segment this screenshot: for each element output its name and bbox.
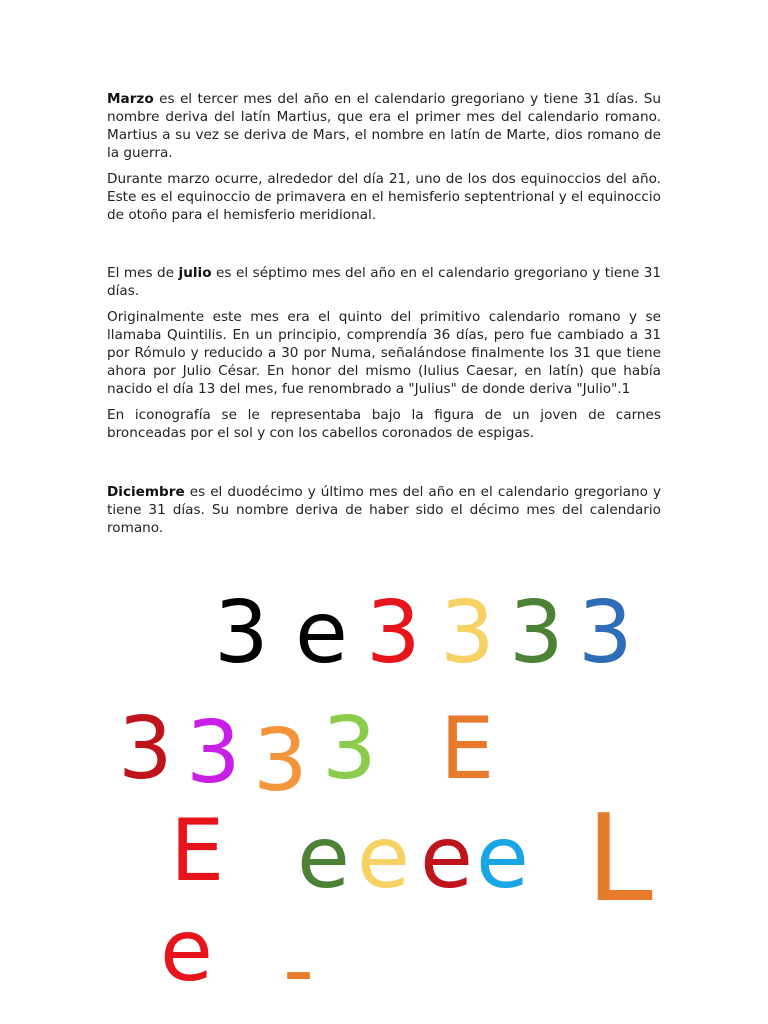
glyph-2-1: 3 bbox=[118, 699, 173, 799]
marzo-text-1: es el tercer mes del año en el calendario gregoriano y tiene 31 días. Su nombre deriva del latín Martius, que era el primer mes del calendario romano. Martius a su vez se deriva de Mars, el nombre en latín de Marte, dios romano de la guerra. bbox=[107, 91, 661, 161]
diciembre-section bbox=[107, 483, 661, 545]
glyph-3-1: E bbox=[170, 801, 225, 901]
julio-text-pre: El mes de bbox=[107, 265, 179, 281]
glyph-1-3: 3 bbox=[366, 583, 421, 683]
glyph-4-1-clip bbox=[160, 901, 226, 1001]
glyph-3-4: e bbox=[420, 808, 473, 908]
glyph-1-5: 3 bbox=[509, 583, 564, 683]
glyph-3-4-clip bbox=[420, 808, 473, 908]
glyph-3-1-clip bbox=[170, 801, 226, 901]
diciembre-bold-term: Diciembre bbox=[107, 484, 185, 500]
julio-paragraph-2: Originalmente este mes era el quinto del primitivo calendario romano y se llamaba Quintilis. En un principio, comprendía 36 días, pero fue cambiado a 31 por Rómulo y reducido a 30 por Numa, señalándose finalmente los 31 que tiene ahora por Julio César. En honor del mismo (Iulius Caesar, en latín) que había nacido el día 13 del mes, fue renombrado a "Julius" de donde deriva "Julio".1 bbox=[107, 309, 661, 397]
glyph-3-2: e bbox=[297, 808, 350, 908]
marzo-paragraph-1 bbox=[107, 90, 661, 162]
diciembre-paragraph-1 bbox=[107, 483, 661, 537]
glyph-3-5-clip bbox=[476, 808, 529, 908]
glyph-3-3-clip bbox=[357, 808, 410, 908]
marzo-paragraph-2: Durante marzo ocurre, alrededor del día 21, uno de los dos equinoccios del año. Este es el equinoccio de primavera en el hemisferio septentrional y el equinoccio de otoño para el hemisferio meridional. bbox=[107, 171, 661, 223]
glyph-2-4: 3 bbox=[322, 699, 377, 799]
julio-paragraph-3: En iconografía se le representaba bajo la figura de un joven de carnes bronceadas por el sol y con los cabellos coronados de espigas. bbox=[107, 407, 661, 441]
glyph-4-2: - bbox=[283, 920, 315, 1020]
glyph-1-2: e bbox=[295, 583, 348, 683]
julio-text-1: es el séptimo mes del año en el calendario gregoriano y tiene 31 días. bbox=[107, 265, 662, 299]
marzo-section bbox=[107, 90, 661, 232]
diciembre-text-1: es el duodécimo y último mes del año en el calendario gregoriano y tiene 31 días. Su nombre deriva de haber sido el décimo mes del calendario romano. bbox=[107, 484, 661, 536]
glyph-2-2: 3 bbox=[186, 703, 241, 803]
glyph-2-3: 3 bbox=[253, 711, 308, 811]
glyph-1-4: 3 bbox=[440, 583, 495, 683]
glyph-4-2-clip bbox=[283, 920, 315, 1020]
glyph-3-2-clip bbox=[297, 808, 350, 908]
julio-bold-term: julio bbox=[178, 265, 212, 281]
julio-section bbox=[107, 264, 661, 450]
glyph-1-6: 3 bbox=[578, 583, 633, 683]
julio-paragraph-1 bbox=[107, 264, 661, 300]
glyph-3-6-clip bbox=[586, 790, 664, 929]
glyph-1-1: 3 bbox=[214, 583, 269, 683]
glyph-3-5: e bbox=[476, 808, 529, 908]
glyph-3-6: L bbox=[586, 790, 653, 929]
glyph-3-3: e bbox=[357, 808, 410, 908]
glyph-4-1: e bbox=[160, 901, 213, 1001]
marzo-bold-term: Marzo bbox=[107, 91, 154, 107]
glyph-2-5: E bbox=[440, 699, 495, 799]
